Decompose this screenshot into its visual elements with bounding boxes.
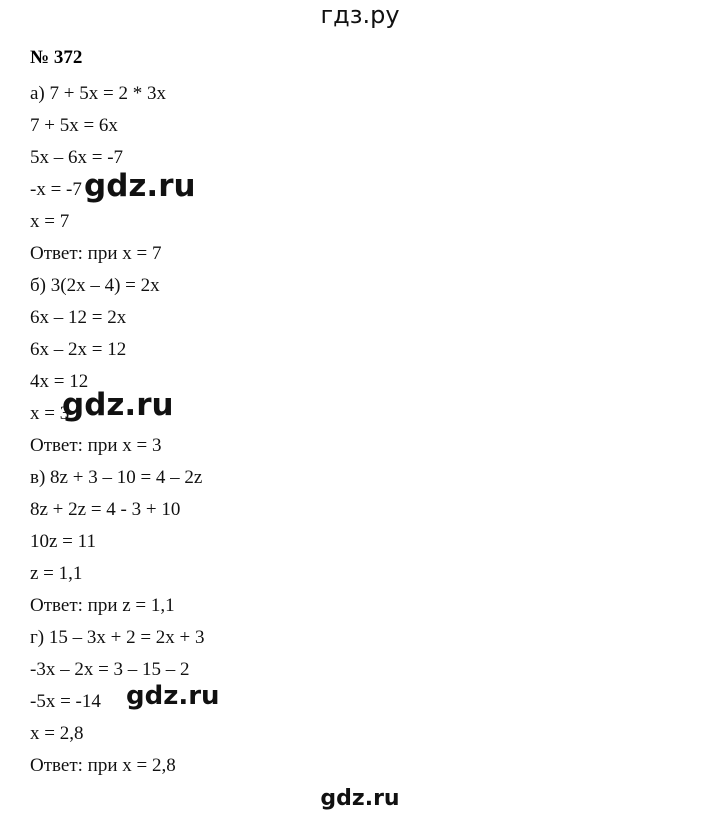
answer-line: Ответ: при x = 2,8 xyxy=(30,755,176,776)
solution-line: 6x – 2x = 12 xyxy=(30,339,127,360)
solution-line: 10z = 11 xyxy=(30,531,96,552)
site-footer-watermark: gdz.ru xyxy=(320,786,400,811)
answer-line: Ответ: при z = 1,1 xyxy=(30,595,175,616)
solution-line: -5x = -14 xyxy=(30,691,101,712)
watermark: gdz.ru xyxy=(126,681,220,711)
solution-line: z = 1,1 xyxy=(30,563,83,584)
watermark: gdz.ru xyxy=(62,387,174,423)
solution-line: 8z + 2z = 4 - 3 + 10 xyxy=(30,499,181,520)
solution-line: 4x = 12 xyxy=(30,371,89,392)
site-header-title: гдз.ру xyxy=(320,1,400,29)
solution-line: 6x – 12 = 2x xyxy=(30,307,127,328)
solution-line: 5x – 6x = -7 xyxy=(30,147,124,168)
solution-line: -x = -7 xyxy=(30,179,82,200)
solution-line: -3x – 2x = 3 – 15 – 2 xyxy=(30,659,190,680)
solution-line: б) 3(2x – 4) = 2x xyxy=(30,275,160,296)
solution-line: x = 7 xyxy=(30,211,70,232)
solution-line: 7 + 5x = 6x xyxy=(30,115,118,136)
answer-line: Ответ: при x = 3 xyxy=(30,435,162,456)
solution-line: x = 3 xyxy=(30,403,70,424)
problem-number: № 372 xyxy=(30,47,83,68)
solution-line: x = 2,8 xyxy=(30,723,84,744)
solution-line: г) 15 – 3x + 2 = 2x + 3 xyxy=(30,627,205,648)
answer-line: Ответ: при x = 7 xyxy=(30,243,162,264)
solution-line: а) 7 + 5x = 2 * 3x xyxy=(30,83,166,104)
watermark: gdz.ru xyxy=(84,168,196,204)
solution-line: в) 8z + 3 – 10 = 4 – 2z xyxy=(30,467,203,488)
